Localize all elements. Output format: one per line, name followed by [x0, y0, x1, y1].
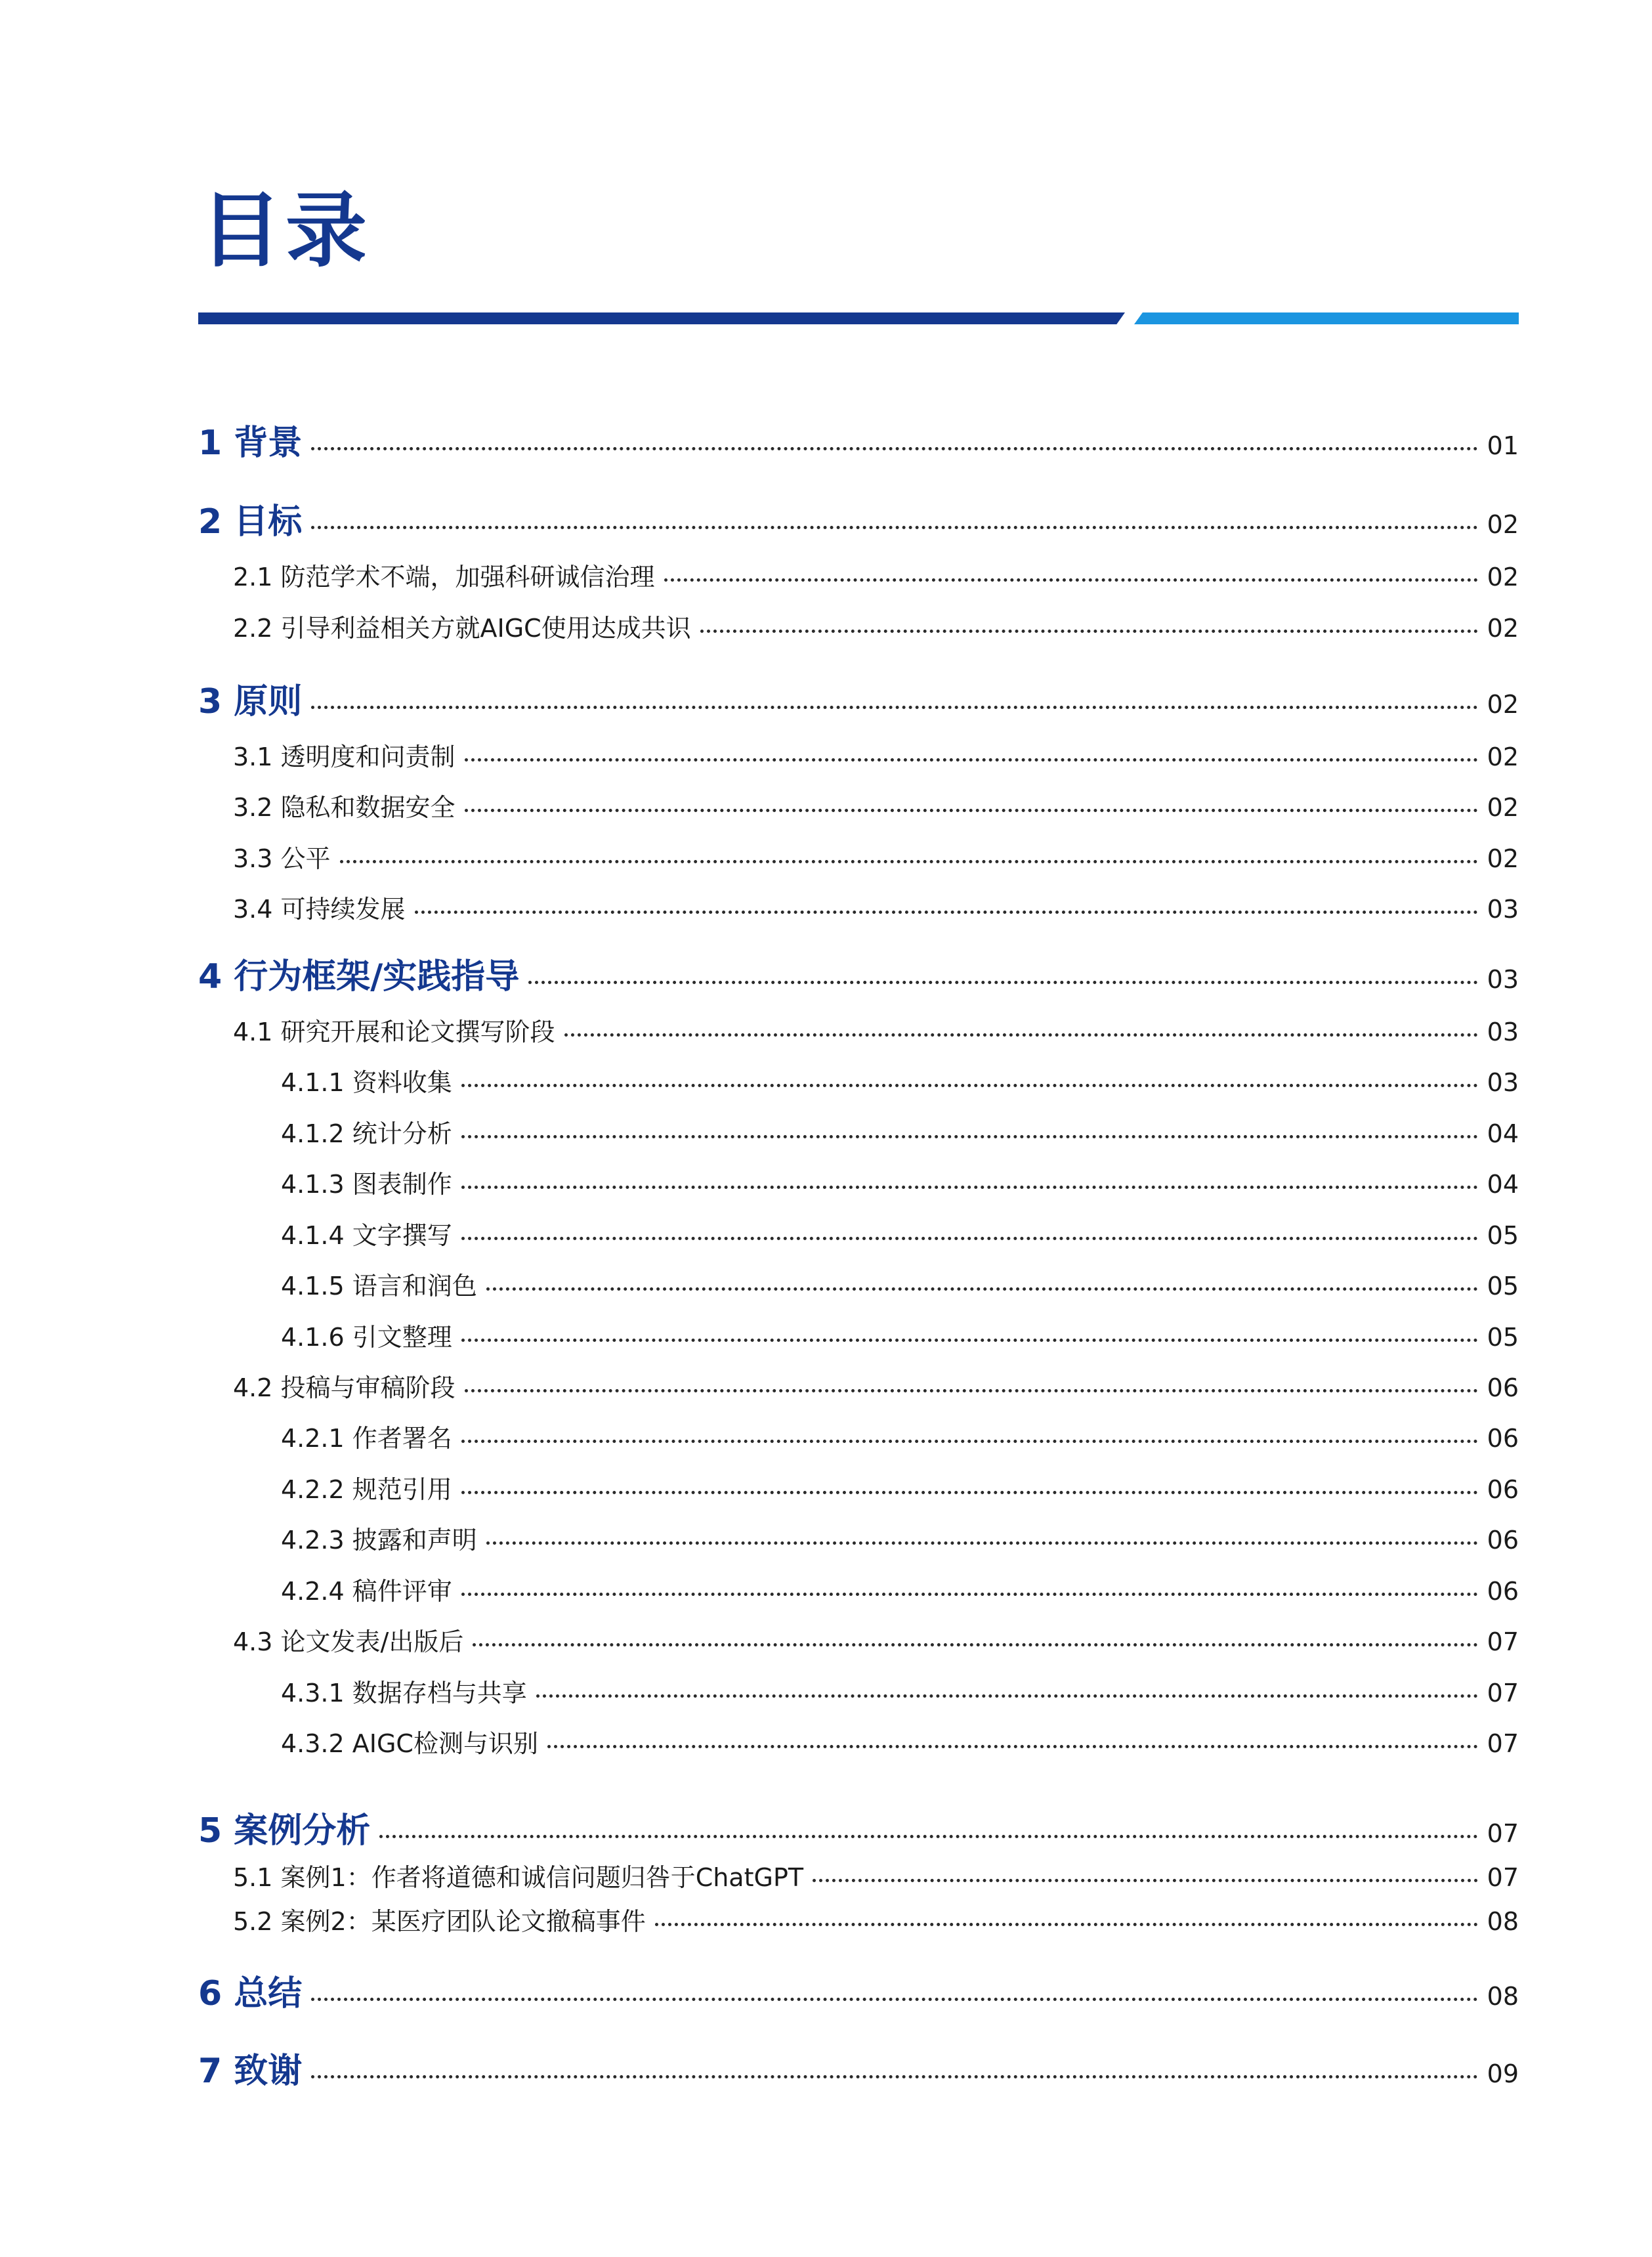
title-rule-dark: [198, 312, 1125, 324]
toc-page-number: 04: [1487, 1170, 1519, 1199]
dot-leader: [461, 1186, 1478, 1189]
toc-page-number: 06: [1487, 1475, 1519, 1504]
toc-entry-label: 5 案例分析: [198, 1811, 371, 1851]
toc-entry-4-2[interactable]: [233, 1367, 1519, 1404]
toc-entry-label: 5.1 案例1：作者将道德和诚信问题归咎于ChatGPT: [233, 1863, 804, 1892]
toc-page-number: 08: [1487, 1982, 1519, 2011]
dot-leader: [813, 1879, 1478, 1882]
toc-entry-label: 5.2 案例2：某医疗团队论文撤稿事件: [233, 1907, 646, 1936]
dot-leader: [528, 981, 1477, 984]
toc-page-number: 06: [1487, 1577, 1519, 1606]
toc-page-number: 05: [1487, 1221, 1519, 1250]
toc-page-number: 02: [1487, 690, 1519, 719]
dot-leader: [461, 1237, 1478, 1240]
toc-entry-label: 4.1.5 语言和润色: [281, 1272, 477, 1300]
toc-entry-4-1-2[interactable]: [281, 1113, 1519, 1150]
toc-entry-3-2[interactable]: [233, 787, 1519, 823]
toc-entry-4-3-2[interactable]: [281, 1723, 1519, 1759]
toc-page-number: 06: [1487, 1526, 1519, 1555]
toc-page-number: 07: [1487, 1819, 1519, 1848]
toc-entry-label: 4.2.1 作者署名: [281, 1424, 452, 1453]
toc-entry-6[interactable]: [198, 1966, 1519, 2015]
toc-entry-2-2[interactable]: [233, 608, 1519, 644]
dot-leader: [465, 758, 1478, 762]
dot-leader: [461, 1084, 1478, 1087]
toc-page-number: 06: [1487, 1373, 1519, 1402]
toc-entry-4-1-6[interactable]: [281, 1317, 1519, 1353]
toc-entry-4-2-3[interactable]: [281, 1520, 1519, 1556]
dot-leader: [465, 1389, 1478, 1392]
toc-entry-4-1-3[interactable]: [281, 1164, 1519, 1200]
toc-entry-4-1-4[interactable]: [281, 1215, 1519, 1251]
dot-leader: [664, 578, 1478, 582]
toc-entry-label: 4.3.1 数据存档与共享: [281, 1679, 527, 1708]
toc-entry-4[interactable]: [198, 949, 1519, 998]
toc-entry-5[interactable]: [198, 1803, 1519, 1852]
toc-entry-2[interactable]: [198, 494, 1519, 543]
toc-entry-3-1[interactable]: [233, 737, 1519, 773]
toc-entry-1[interactable]: [198, 415, 1519, 464]
toc-entry-label: 3.3 公平: [233, 844, 331, 873]
toc-entry-3-4[interactable]: [233, 889, 1519, 925]
toc-entry-4-3[interactable]: [233, 1622, 1519, 1658]
toc-entry-4-1-1[interactable]: [281, 1062, 1519, 1098]
toc-entry-4-2-4[interactable]: [281, 1571, 1519, 1607]
dot-leader: [473, 1643, 1477, 1646]
toc-entry-label: 4.1.3 图表制作: [281, 1170, 452, 1199]
toc-page-number: 07: [1487, 1863, 1519, 1892]
dot-leader: [700, 630, 1478, 633]
toc-entry-7[interactable]: [198, 2043, 1519, 2092]
toc-page-number: 03: [1487, 1068, 1519, 1097]
toc-page-number: 03: [1487, 965, 1519, 994]
toc-entry-4-3-1[interactable]: [281, 1673, 1519, 1709]
toc-page-number: 01: [1487, 431, 1519, 460]
toc-page-number: 02: [1487, 844, 1519, 873]
dot-leader: [461, 1440, 1478, 1443]
toc-entry-label: 4.2.3 披露和声明: [281, 1526, 477, 1555]
toc-entry-label: 2.2 引导利益相关方就AIGC使用达成共识: [233, 614, 691, 643]
toc-page-number: 03: [1487, 895, 1519, 924]
toc-entry-label: 4.3 论文发表/出版后: [233, 1627, 464, 1656]
dot-leader: [461, 1593, 1478, 1596]
dot-leader: [311, 2075, 1477, 2078]
toc-entry-label: 4.1 研究开展和论文撰写阶段: [233, 1018, 555, 1046]
toc-entry-3-3[interactable]: [233, 838, 1519, 874]
toc-page-number: 02: [1487, 510, 1519, 539]
page-title: 目录: [200, 184, 371, 278]
title-rule-light: [1134, 312, 1519, 324]
toc-entry-4-2-1[interactable]: [281, 1418, 1519, 1454]
toc-entry-4-1[interactable]: [233, 1012, 1519, 1048]
toc-page-number: 02: [1487, 793, 1519, 822]
toc-entry-label: 3.2 隐私和数据安全: [233, 793, 455, 822]
toc-entry-label: 3.4 可持续发展: [233, 895, 406, 924]
toc-entry-label: 3 原则: [198, 682, 303, 721]
toc-page-number: 09: [1487, 2059, 1519, 2088]
toc-page-number: 05: [1487, 1272, 1519, 1300]
toc-entry-label: 4.3.2 AIGC检测与识别: [281, 1729, 538, 1758]
toc-entry-label: 4.2.2 规范引用: [281, 1475, 452, 1504]
toc-entry-label: 7 致谢: [198, 2052, 303, 2091]
toc-page-number: 02: [1487, 742, 1519, 771]
toc-entry-2-1[interactable]: [233, 557, 1519, 593]
toc-entry-label: 3.1 透明度和问责制: [233, 742, 455, 771]
dot-leader: [311, 526, 1477, 529]
toc-entry-label: 4 行为框架/实践指导: [198, 957, 520, 997]
toc-page-number: 05: [1487, 1323, 1519, 1352]
dot-leader: [486, 1287, 1478, 1291]
dot-leader: [547, 1745, 1478, 1748]
dot-leader: [461, 1491, 1478, 1494]
dot-leader: [415, 911, 1478, 914]
toc-page-number: 06: [1487, 1424, 1519, 1453]
toc-page-number: 07: [1487, 1729, 1519, 1758]
toc-entry-3[interactable]: [198, 674, 1519, 723]
dot-leader: [311, 706, 1477, 709]
dot-leader: [536, 1694, 1478, 1698]
dot-leader: [486, 1541, 1478, 1545]
toc-entry-label: 4.1.2 统计分析: [281, 1119, 452, 1148]
toc-entry-4-2-2[interactable]: [281, 1469, 1519, 1505]
toc-entry-label: 4.1.1 资料收集: [281, 1068, 452, 1097]
toc-entry-label: 6 总结: [198, 1974, 303, 2013]
toc-page-number: 02: [1487, 614, 1519, 643]
dot-leader: [465, 809, 1478, 812]
toc-entry-label: 2 目标: [198, 502, 303, 542]
toc-page-number: 03: [1487, 1018, 1519, 1046]
toc-entry-label: 4.2 投稿与审稿阶段: [233, 1373, 455, 1402]
dot-leader: [461, 1135, 1478, 1138]
toc-entry-label: 2.1 防范学术不端，加强科研诚信治理: [233, 563, 655, 591]
dot-leader: [311, 447, 1477, 450]
dot-leader: [379, 1835, 1477, 1838]
toc-page-number: 04: [1487, 1119, 1519, 1148]
dot-leader: [461, 1339, 1478, 1342]
toc-page-number: 08: [1487, 1907, 1519, 1936]
toc-page-number: 07: [1487, 1679, 1519, 1708]
toc-entry-5-2[interactable]: [233, 1901, 1519, 1937]
toc-entry-label: 4.1.6 引文整理: [281, 1323, 452, 1352]
dot-leader: [311, 1998, 1477, 2001]
dot-leader: [340, 860, 1478, 863]
toc-entry-label: 1 背景: [198, 423, 303, 463]
toc-entry-label: 4.2.4 稿件评审: [281, 1577, 452, 1606]
toc-entry-5-1[interactable]: [233, 1857, 1519, 1893]
toc-entry-4-1-5[interactable]: [281, 1266, 1519, 1302]
toc-entry-label: 4.1.4 文字撰写: [281, 1221, 452, 1250]
toc-page-number: 02: [1487, 563, 1519, 591]
toc-page-number: 07: [1487, 1627, 1519, 1656]
dot-leader: [564, 1033, 1478, 1037]
dot-leader: [655, 1923, 1478, 1926]
